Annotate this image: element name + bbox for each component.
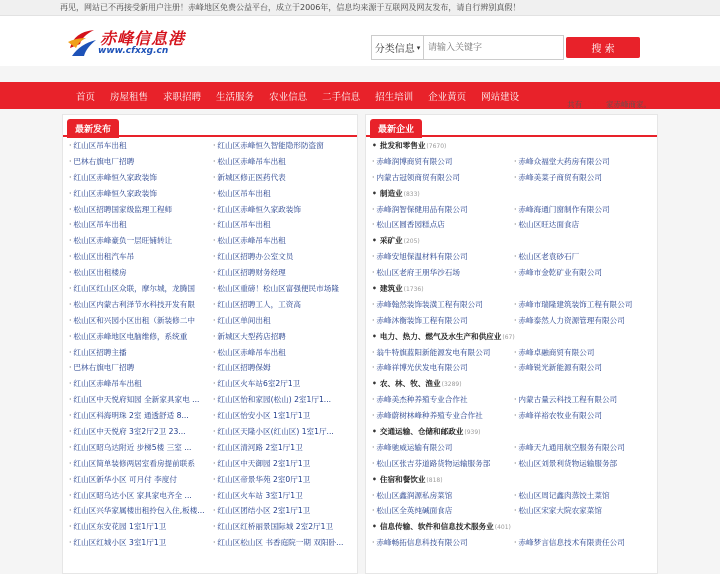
category-company-list [372,392,657,424]
search-category-label: 分类信息 [374,44,415,55]
company-link[interactable]: · 松山区张吉芬道路货物运输服务部 [372,456,514,472]
nav-item[interactable]: 二手信息 [322,91,361,103]
post-link[interactable]: · 松山区赤峰吊车出租 [213,233,357,249]
post-link[interactable]: · 红山区招聘办公室文员 [213,249,357,265]
post-link[interactable]: · 红山区赤峰吊车出租 [69,376,213,392]
site-logo[interactable] [66,24,186,64]
company-link[interactable]: · 内蒙古量云科技工程有限公司 [514,392,656,408]
category-count: (818) [426,476,443,484]
post-link[interactable]: · 松山区吊车出租 [69,217,213,233]
latest-posts-panel [62,114,358,574]
latest-companies-header [366,100,657,137]
category-name: 交通运输、仓储和邮政业 [379,427,464,437]
category-count: (833) [403,190,420,198]
category-name: 农、林、牧、渔业 [379,379,441,389]
category-count: (3289) [441,381,462,389]
category-title[interactable] [372,329,657,345]
post-link[interactable]: · 红山区中天御园 2室1厅1卫 [213,456,357,472]
post-link[interactable]: · 红山区天隆小区(红山区) 1室1厅... [213,424,357,440]
post-link[interactable]: · 红山区怡和家园(松山) 2室1厅1... [213,392,357,408]
post-link[interactable]: · 红山区招聘工人，工资高 [213,297,357,313]
nav-item[interactable]: 求职招聘 [163,91,202,103]
post-link[interactable]: · 红山区招聘主播 [69,345,213,361]
post-link[interactable]: · 松山区赤峰地区电脑维修，系统重 [69,329,213,345]
post-link[interactable]: · 红山区简单装修两居室看房提前联系 [69,456,213,472]
post-link[interactable]: · 红山区松山区 书香庭院一期 双阳卧... [213,535,357,551]
category-company-list [372,440,657,472]
nav-item[interactable]: 企业黄页 [428,91,467,103]
category-company-list [372,154,657,186]
company-link[interactable]: · 赤峰祥裕农牧业有限公司 [514,408,656,424]
post-link[interactable]: · 红山区清河路 2室1厅1卫 [213,440,357,456]
company-link[interactable]: · 赤峰安旭保温材料有限公司 [372,249,514,265]
post-link[interactable]: · 松山区出租楼房 [69,265,213,281]
post-link[interactable]: · 红山区赤峰恒久家政装饰 [213,202,357,218]
post-link[interactable]: · 松山区出租汽车吊 [69,249,213,265]
top-notice-bar [0,0,720,16]
latest-posts-list [63,137,357,551]
company-link[interactable]: · 赤峰蔚树林峰种养殖专业合作社 [372,408,514,424]
company-link[interactable]: · 赤峰驰威运输有限公司 [372,440,514,456]
post-link[interactable]: · 松山区赤峰豪负一层旺铺转让 [69,233,213,249]
post-link[interactable]: · 红山区新华小区 可月付 李度付 [69,472,213,488]
company-link[interactable]: · 赤峰润智保健用品有限公司 [372,202,514,218]
category-company-list [372,488,657,520]
category-count: (67) [502,333,515,341]
nav-item[interactable]: 农业信息 [269,91,308,103]
category-count: (205) [403,238,420,246]
post-link[interactable]: · 红山区怡安小区 1室1厅1卫 [213,408,357,424]
category-count: (1736) [403,286,424,294]
post-link[interactable]: · 松山区内蒙古利泽节水科技开发有限 [69,297,213,313]
post-link[interactable]: · 松山区和兴园小区出租（新装修二中 [69,313,213,329]
category-title[interactable] [372,519,657,535]
post-link[interactable]: · 红山区团结小区 2室1厅1卫 [213,503,357,519]
category-name: 建筑业 [379,284,403,294]
company-link[interactable]: · 赤峰众福堂大药房有限公司 [514,154,656,170]
post-link[interactable]: · 红山区昭乌达小区 家具家电齐全 ... [69,488,213,504]
chevron-down-icon: ▾ [416,43,421,52]
category-title[interactable] [372,472,657,488]
search-bar [371,35,640,60]
company-link[interactable]: · 赤峰美杰种养殖专业合作社 [372,392,514,408]
company-link[interactable]: · 赤峰海通门窗制作有限公司 [514,202,656,218]
company-link[interactable]: · 赤峰润博商贸有限公司 [372,154,514,170]
post-link[interactable]: · 松山区吊车出租 [213,186,357,202]
category-title[interactable] [372,186,657,202]
company-link[interactable]: · 松山区鑫润源私房菜馆 [372,488,514,504]
post-link[interactable]: · 松山区赤峰吊车出租 [213,154,357,170]
logo-title: 赤峰信息港 [100,29,186,48]
post-link[interactable]: · 红山区赤峰恒久家政装饰 [69,186,213,202]
post-link[interactable]: · 红山区科海明珠 2室 通透舒适 8... [69,408,213,424]
search-input[interactable] [424,35,564,60]
nav-item[interactable]: 招生培训 [375,91,414,103]
latest-posts-tab[interactable]: 最新发布 [67,119,119,138]
post-link[interactable]: · 松山区招聘国家级监理工程师 [69,202,213,218]
post-link[interactable]: · 红山区招聘财务经理 [213,265,357,281]
company-link[interactable]: · 赤峰美菜子商贸有限公司 [514,170,656,186]
company-link[interactable]: · 赤峰祥博光伏发电有限公司 [372,360,514,376]
notice-text: 再见，网站已不再接受新用户注册！赤峰地区免费公益平台，成立于2006年，信息均来源于互联网及网友发布，请自行辨别真假！ [60,3,521,12]
category-title[interactable] [372,281,657,297]
category-name: 信息传输、软件和信息技术服务业 [379,522,494,532]
company-link[interactable]: · 松山区老袁砂石厂 [514,249,656,265]
category-company-list [372,345,657,377]
post-link[interactable]: · 红山区红城小区 3室1厅1卫 [69,535,213,551]
post-link[interactable]: · 松山区赤峰吊车出租 [213,345,357,361]
post-link[interactable]: · 红山区红山区众联，摩尔城，龙腾国 [69,281,213,297]
post-link[interactable]: · 红山区招聘保姆 [213,360,357,376]
company-link[interactable]: · 赤峰沐衡装饰工程有限公司 [372,313,514,329]
logo-url: www.cfxxg.cn [98,46,169,56]
post-link[interactable]: · 红山区火车站6室2厅1卫 [213,376,357,392]
nav-item[interactable]: 网站建设 [481,91,520,103]
company-link[interactable]: · 内蒙古冠领商贸有限公司 [372,170,514,186]
company-link[interactable]: · 赤峰畅拓信息科技有限公司 [372,535,514,551]
post-link[interactable]: · 红山区兴华家属楼出租拎包入住,板楼... [69,503,213,519]
company-link[interactable]: · 松山区刘景利货物运输服务部 [514,456,656,472]
category-name: 住宿和餐饮业 [379,474,426,484]
category-count: (939) [464,429,481,437]
category-name: 批发和零售业 [379,141,426,150]
post-link[interactable]: · 红山区中天悦府知园 全新家具家电 ... [69,392,213,408]
company-link[interactable]: · 赤峰翰然装饰装潢工程有限公司 [372,297,514,313]
category-title[interactable] [372,424,657,440]
category-count: (7670) [426,143,447,150]
search-category-select[interactable] [371,35,424,60]
company-link[interactable]: · 松山区全英纯碱面食店 [372,503,514,519]
post-link[interactable]: · 红山区吊车出租 [213,217,357,233]
company-link[interactable]: · 松山区宋家大院农家菜馆 [514,503,656,519]
company-link[interactable]: · 松山区老府王朋华沙石场 [372,265,514,281]
latest-companies-tab[interactable]: 最新企业 [370,119,422,138]
company-link[interactable]: · 赤峰锐光新能源有限公司 [514,360,656,376]
company-link[interactable]: · 赤峰天九通用航空服务有限公司 [514,440,656,456]
site-header [0,16,720,66]
category-count: (401) [494,524,511,532]
category-company-list [372,297,657,329]
category-title[interactable] [372,233,657,249]
post-link[interactable]: · 红山区火车站 3室1厅1卫 [213,488,357,504]
category-company-list [372,535,657,551]
nav-item[interactable]: 首页 [76,91,96,103]
post-link[interactable]: · 巴林右旗电厂招聘 [69,154,213,170]
company-link[interactable]: · 翁牛特旗蓝阳新能源发电有限公司 [372,345,514,361]
company-total-count: 20665 [582,100,606,109]
post-link[interactable]: · 红山区赤峰恒久智能隐形防盗窗 [213,138,357,154]
post-link[interactable]: · 新城区大型药店招聘 [213,329,357,345]
post-link[interactable]: · 红山区红桥丽景国际城 2室2厅1卫 [213,519,357,535]
company-link[interactable]: · 赤峰泰然人力资源管理有限公司 [514,313,656,329]
latest-posts-header [63,115,357,137]
total-prefix: 共有 [567,100,583,109]
company-link[interactable]: · 赤峰卓融商贸有限公司 [514,345,656,361]
post-link[interactable]: · 新城区修正医药代表 [213,170,357,186]
category-name: 采矿业 [379,236,403,246]
post-link[interactable]: · 红山区中天悦府 3室2厅2卫 23... [69,424,213,440]
total-suffix: 家赤峰商家。 [606,100,651,109]
company-link[interactable]: · 赤峰梦言信息技术有限责任公司 [514,535,656,551]
company-total-note [567,99,651,110]
post-link[interactable]: · 巴林右旗电厂招聘 [69,360,213,376]
category-company-list [372,249,657,281]
category-title[interactable] [372,376,657,392]
category-name: 电力、热力、燃气及水生产和供应业 [379,331,502,341]
company-link[interactable]: · 松山区旺达面食店 [514,217,656,233]
category-company-list [372,202,657,234]
post-link[interactable]: · 松山区重磅！松山区富强便民市场隆 [213,281,357,297]
post-link[interactable]: · 红山区东安花园 1室1厅1卫 [69,519,213,535]
company-categories [366,137,657,551]
company-link[interactable]: · 赤峰市瑞隆建筑装饰工程有限公司 [514,297,656,313]
nav-item[interactable]: 生活服务 [216,91,255,103]
company-link[interactable]: · 松山区圆香园糕点店 [372,217,514,233]
latest-companies-panel [365,100,658,574]
nav-item[interactable]: 房屋租售 [110,91,149,103]
post-link[interactable]: · 红山区单间出租 [213,313,357,329]
search-button[interactable]: 搜 索 [566,37,640,58]
post-link[interactable]: · 红山区赤峰恒久家政装饰 [69,170,213,186]
post-link[interactable]: · 红山区帝景华苑 2室0厅1卫 [213,472,357,488]
post-link[interactable]: · 红山区昭乌达附近 步梯5楼 三室 ... [69,440,213,456]
category-title[interactable] [372,138,657,154]
category-name: 制造业 [379,188,403,198]
logo-mark-icon [66,26,100,60]
company-link[interactable]: · 松山区周记鑫肉蒸饺土菜馆 [514,488,656,504]
company-link[interactable]: · 赤峰市金乾矿业有限公司 [514,265,656,281]
post-link[interactable]: · 红山区吊车出租 [69,138,213,154]
